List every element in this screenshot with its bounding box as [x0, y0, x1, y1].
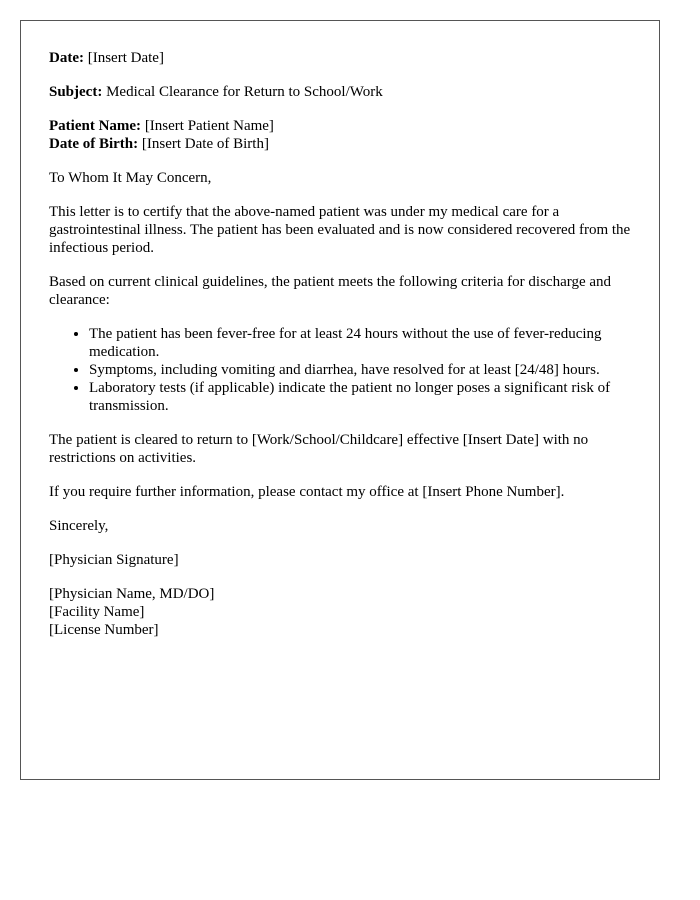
patient-name-line: [49, 117, 631, 135]
facility-name: [Facility Name]: [49, 604, 145, 620]
criteria-item: • The patient has been fever-free for at least 24 hours without the use of fever-reducing medication.: [89, 325, 631, 361]
salutation: To Whom It May Concern,: [49, 170, 212, 186]
dob-value: [Insert Date of Birth]: [141, 136, 269, 152]
physician-details: [49, 585, 631, 639]
criteria-intro: Based on current clinical guidelines, the patient meets the following criteria for discharge and clearance:: [49, 274, 612, 308]
license-number: [License Number]: [49, 622, 159, 638]
date-label: Date:: [49, 50, 84, 66]
valediction: Sincerely,: [49, 518, 109, 534]
letter-page: [20, 20, 660, 780]
patient-name-label: Patient Name:: [49, 118, 142, 134]
physician-name: [Physician Name, MD/DO]: [49, 586, 215, 602]
subject-label: Subject:: [49, 84, 103, 100]
contact-paragraph: If you require further information, please contact my office at [Insert Phone Number].: [49, 484, 565, 500]
subject-value: Medical Clearance for Return to School/Work: [106, 84, 383, 100]
dob-label: Date of Birth:: [49, 136, 139, 152]
date-line: [49, 49, 631, 67]
subject-line: [49, 83, 631, 101]
criteria-item: • Symptoms, including vomiting and diarrhea, have resolved for at least [24/48] hours.: [89, 361, 631, 379]
intro-paragraph: This letter is to certify that the above-named patient was under my medical care for a gastrointestinal illness. The patient has been evaluated and is now considered recovered from the infectious period.: [49, 204, 631, 256]
clearance-paragraph: The patient is cleared to return to [Work/School/Childcare] effective [Insert Date] with no restrictions on activities.: [49, 432, 589, 466]
dob-line: [49, 135, 631, 153]
criteria-item: • Laboratory tests (if applicable) indicate the patient no longer poses a significant risk of transmission.: [89, 379, 631, 415]
date-value: [Insert Date]: [87, 50, 164, 66]
criteria-list: [49, 325, 631, 415]
patient-name-value: [Insert Patient Name]: [144, 118, 274, 134]
signature-placeholder: [Physician Signature]: [49, 552, 179, 568]
